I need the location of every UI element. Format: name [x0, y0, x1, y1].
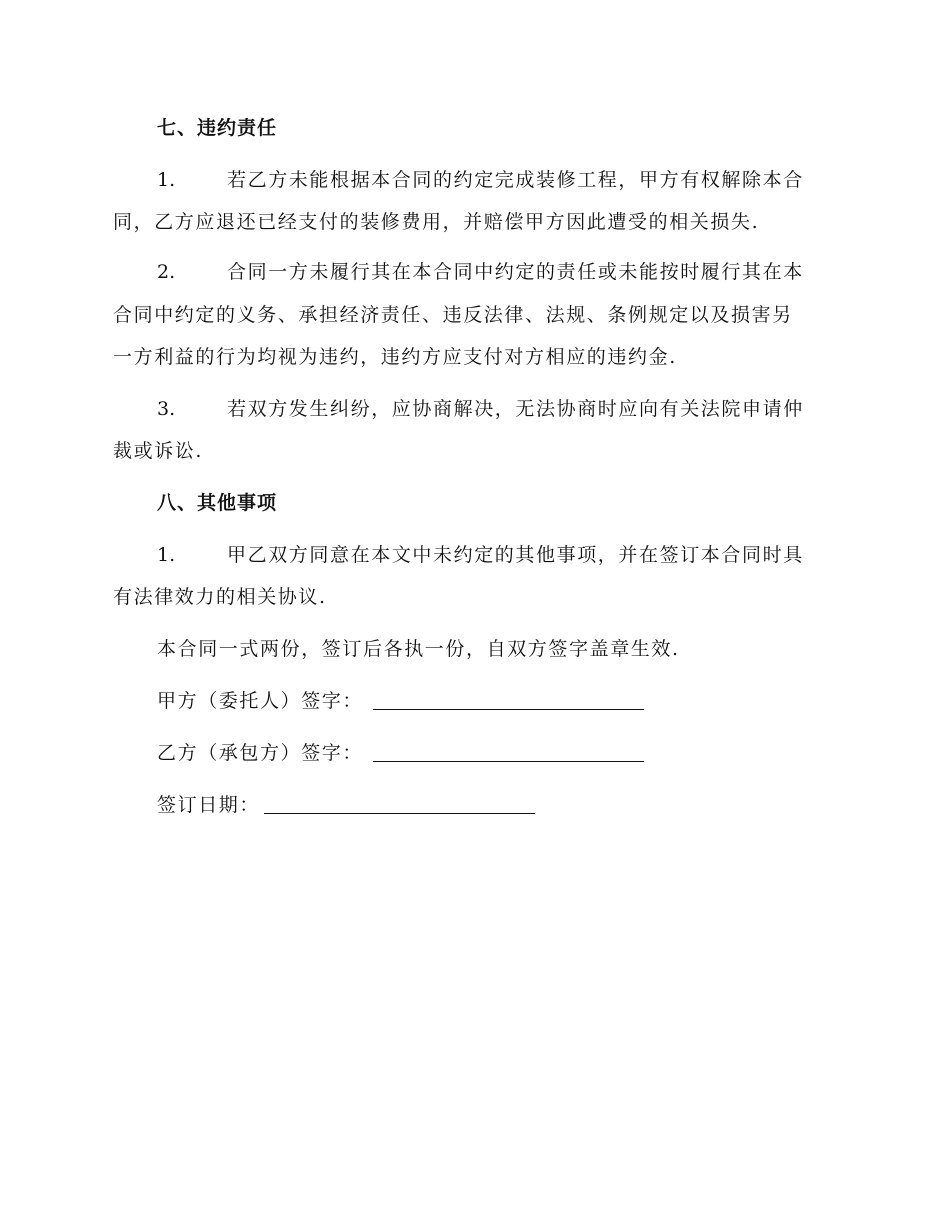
signing-date-label: 签订日期：: [157, 794, 261, 816]
clause-7-1-continuation: 同，乙方应退还已经支付的装修费用，并赔偿甲方因此遭受的相关损失.: [113, 211, 760, 233]
clause-text: 合同一方未履行其在本合同中约定的责任或未能按时履行其在本: [227, 261, 804, 283]
party-b-signature-line[interactable]: [373, 761, 644, 762]
clause-number: 2.: [157, 261, 176, 283]
clause-number: 3.: [157, 398, 176, 420]
section-heading-other-matters: 八、其他事项: [157, 492, 278, 514]
clause-7-3-continuation: 裁或诉讼.: [113, 440, 204, 462]
clause-text: 若双方发生纠纷，应协商解决，无法协商时应向有关法院申请仲: [227, 398, 804, 420]
party-b-signature-label: 乙方（承包方）签字：: [157, 742, 364, 764]
clause-number: 1.: [157, 169, 176, 191]
clause-7-2-continuation-2: 一方利益的行为均视为违约，违约方应支付对方相应的违约金.: [113, 346, 677, 368]
party-a-signature-label: 甲方（委托人）签字：: [157, 690, 364, 712]
signing-date-line[interactable]: [264, 813, 535, 814]
section-heading-breach-liability: 七、违约责任: [157, 117, 278, 139]
clause-text: 甲乙双方同意在本文中未约定的其他事项，并在签订本合同时具: [227, 544, 804, 566]
clause-7-2-continuation-1: 合同中约定的义务、承担经济责任、违反法律、法规、条例规定以及损害另: [113, 304, 793, 326]
clause-7-1-first-line: [157, 167, 877, 193]
party-a-signature-line[interactable]: [373, 709, 644, 710]
clause-7-3-first-line: [157, 396, 877, 422]
clause-text: 若乙方未能根据本合同的约定完成装修工程，甲方有权解除本合: [227, 169, 804, 191]
clause-7-2-first-line: [157, 259, 877, 285]
clause-8-1-continuation: 有法律效力的相关协议.: [113, 586, 327, 608]
clause-number: 1.: [157, 544, 176, 566]
clause-8-1-first-line: [157, 542, 877, 568]
closing-statement: 本合同一式两份，签订后各执一份，自双方签字盖章生效.: [157, 638, 680, 660]
